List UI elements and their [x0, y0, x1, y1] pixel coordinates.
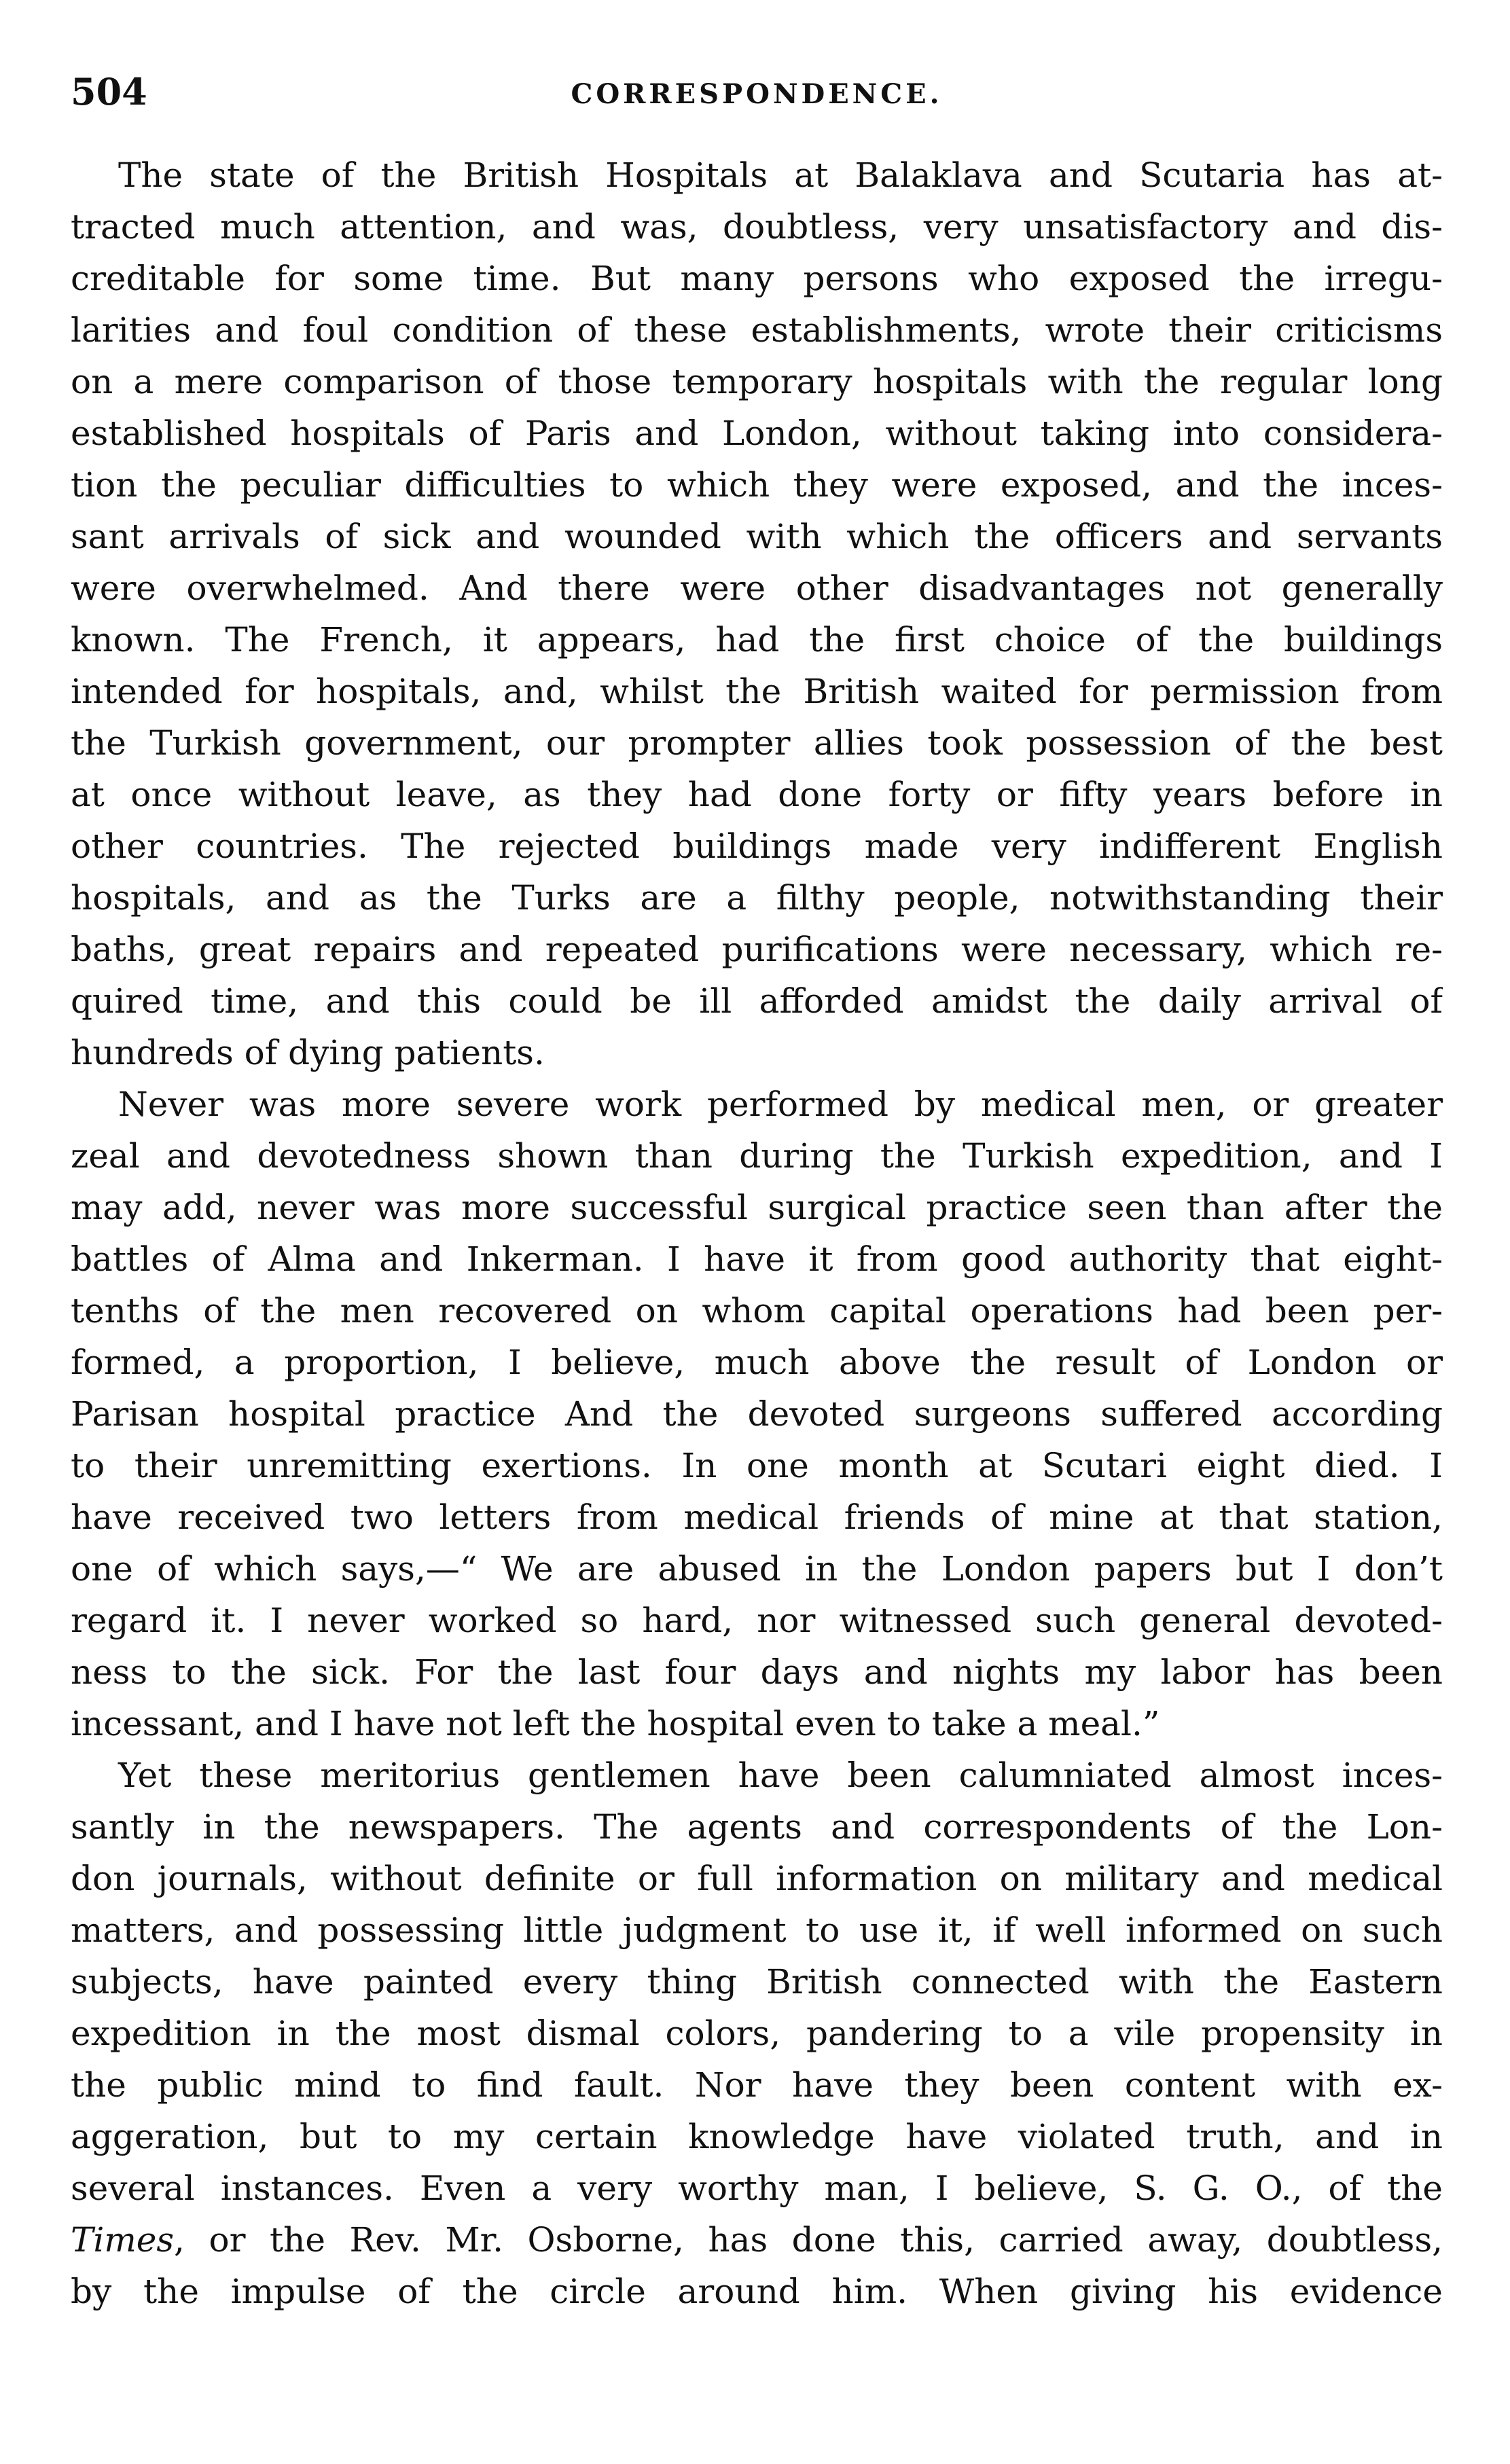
text-line: Never was more severe work performed by medical men, or greater	[118, 1085, 1443, 1124]
text-line: have received two letters from medical friends of mine at that station,	[71, 1498, 1443, 1537]
paragraph-2	[71, 1079, 1443, 1750]
text-line: were overwhelmed. And there were other disadvantages not generally	[71, 568, 1443, 608]
text-line: known. The French, it appears, had the first choice of the buildings	[71, 620, 1443, 659]
text-line: incessant, and I have not left the hospital even to take a meal.”	[71, 1704, 1160, 1743]
text-line: may add, never was more successful surgical practice seen than after the	[71, 1188, 1443, 1227]
text-line: other countries. The rejected buildings made very indifferent English	[71, 827, 1443, 866]
text-line: intended for hospitals, and, whilst the British waited for permission from	[71, 672, 1443, 711]
text-line: to their unremitting exertions. In one month at Scutari eight died. I	[71, 1446, 1443, 1485]
text-line: creditable for some time. But many persons who exposed the irregu-	[71, 259, 1443, 298]
text-line: aggeration, but to my certain knowledge have violated truth, and in	[71, 2117, 1443, 2156]
text-line: regard it. I never worked so hard, nor witnessed such general devoted-	[71, 1601, 1443, 1640]
text-line: don journals, without definite or full information on military and medical	[71, 1859, 1443, 1898]
text-line: santly in the newspapers. The agents and correspondents of the Lon-	[71, 1807, 1443, 1847]
text-line: subjects, have painted every thing British connected with the Eastern	[71, 1962, 1443, 2001]
page-number: 504	[71, 70, 147, 113]
italic-word: Times	[71, 2220, 175, 2260]
text-line: the Turkish government, our prompter allies took possession of the best	[71, 723, 1443, 763]
text-line: Parisan hospital practice And the devoted surgeons suffered according	[71, 1394, 1443, 1434]
text-line: hundreds of dying patients.	[71, 1033, 545, 1072]
text-line: by the impulse of the circle around him. When giving his evidence	[71, 2272, 1443, 2311]
running-head: CORRESPONDENCE.	[571, 78, 943, 110]
body-text	[71, 149, 1443, 2317]
text-line: baths, great repairs and repeated purifications were necessary, which re-	[71, 930, 1443, 969]
paragraph-3	[71, 1750, 1443, 2317]
text-line: sant arrivals of sick and wounded with which the officers and servants	[71, 517, 1443, 556]
text-line: quired time, and this could be ill afforded amidst the daily arrival of	[71, 981, 1443, 1021]
text-line: Yet these meritorius gentlemen have been calumniated almost inces-	[118, 1756, 1443, 1795]
text-line: tion the peculiar difficulties to which they were exposed, and the inces-	[71, 465, 1443, 505]
page-header	[71, 68, 1443, 115]
text-line: hospitals, and as the Turks are a filthy people, notwithstanding their	[71, 878, 1443, 918]
text-line: the public mind to find fault. Nor have they been content with ex-	[71, 2065, 1443, 2105]
text-line: Times, or the Rev. Mr. Osborne, has done this, carried away, doubtless,	[71, 2220, 1443, 2260]
text-line: established hospitals of Paris and London, without taking into considera-	[71, 414, 1443, 453]
paragraph-1	[71, 149, 1443, 1079]
text-line: zeal and devotedness shown than during the Turkish expedition, and I	[71, 1136, 1443, 1176]
text-line: larities and foul condition of these establishments, wrote their criticisms	[71, 310, 1443, 350]
text-line: matters, and possessing little judgment to use it, if well informed on such	[71, 1910, 1443, 1950]
text-line: The state of the British Hospitals at Balaklava and Scutaria has at-	[118, 156, 1443, 195]
text-line: at once without leave, as they had done forty or fifty years before in	[71, 775, 1443, 814]
text-line: expedition in the most dismal colors, pandering to a vile propensity in	[71, 2014, 1443, 2053]
text-line: tracted much attention, and was, doubtless, very unsatisfactory and dis-	[71, 207, 1443, 247]
text-line: tenths of the men recovered on whom capital operations had been per-	[71, 1291, 1443, 1330]
text-line: ness to the sick. For the last four days and nights my labor has been	[71, 1652, 1443, 1692]
text-line: formed, a proportion, I believe, much above the result of London or	[71, 1343, 1443, 1382]
text-line: on a mere comparison of those temporary hospitals with the regular long	[71, 362, 1443, 401]
text-line: one of which says,—“ We are abused in the London papers but I don’t	[71, 1549, 1443, 1589]
text-line: several instances. Even a very worthy man, I believe, S. G. O., of the	[71, 2169, 1443, 2208]
text-line: battles of Alma and Inkerman. I have it from good authority that eight-	[71, 1239, 1443, 1279]
